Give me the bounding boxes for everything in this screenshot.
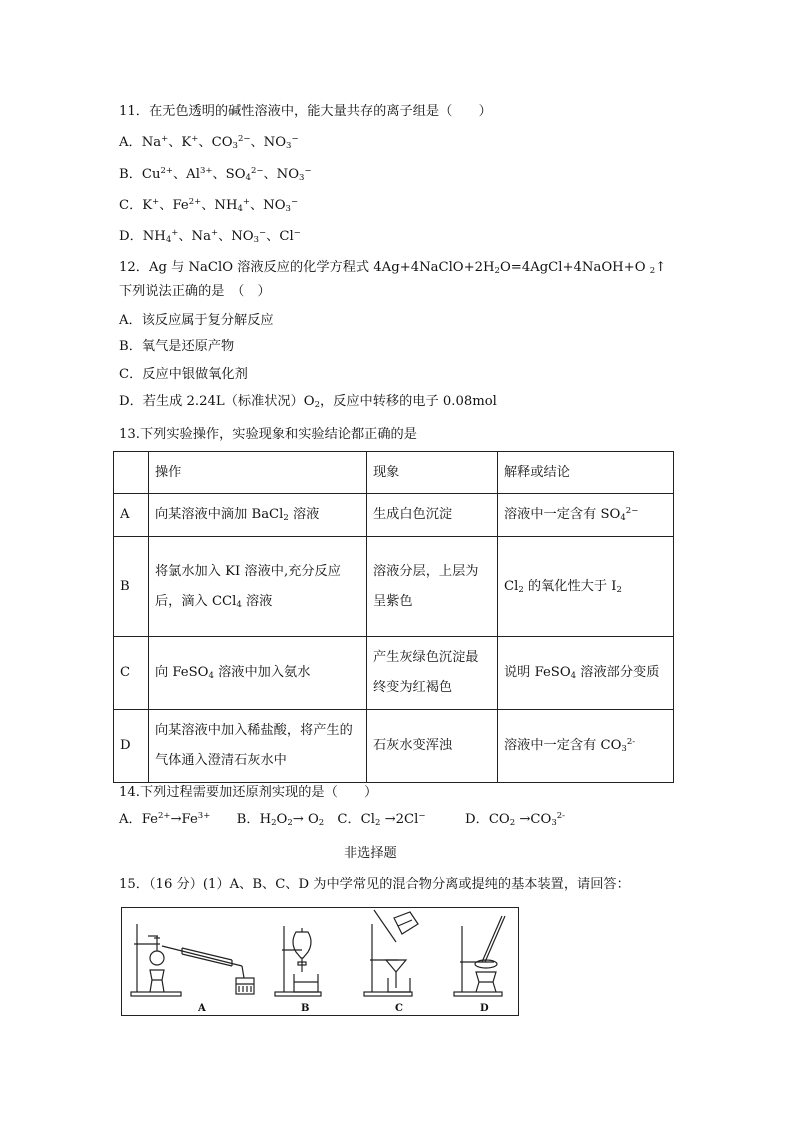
distillation-apparatus: [131, 924, 254, 996]
q11-stem: 11．在无色透明的碱性溶液中，能大量共存的离子组是（ ）: [119, 104, 492, 119]
figure-label-b: B: [301, 1003, 310, 1014]
apparatus-figure: [121, 907, 519, 1016]
figure-label-d: D: [480, 1003, 489, 1014]
q13-stem: 13.下列实验操作，实验现象和实验结论都正确的是: [119, 427, 417, 442]
header-cell-empty: [114, 452, 149, 494]
section-title: 非选择题: [344, 846, 397, 861]
q12-stem-2: 下列说法正确的是 （ ）: [119, 284, 271, 299]
row-phenomenon: 石灰水变浑浊: [367, 710, 498, 783]
row-operation: 将氯水加入 KI 溶液中,充分反应后，滴入 CCl$_4$ 溶液: [149, 537, 367, 637]
table-row: [114, 637, 674, 710]
q11-option-c: C．K+、$Fe^{2+}$、$NH_4^+$、$NO_3^-$: [119, 197, 299, 214]
row-operation: 向某溶液中加入稀盐酸，将产生的气体通入澄清石灰水中: [149, 710, 367, 783]
header-cell-conclusion: 解释或结论: [498, 452, 674, 494]
header-cell-operation: 操作: [149, 452, 367, 494]
row-id: B: [114, 537, 149, 637]
figure-label-a: A: [198, 1003, 206, 1014]
q11-option-d: D．$NH_4^+$、Na+、$NO_3^-$、Cl−: [119, 228, 301, 245]
q11-option-b: B．$Cu^{2+}$、$Al^{3+}$、$SO_4^{2-}$、$NO_3^-$: [119, 166, 312, 183]
row-phenomenon: 生成白色沉淀: [367, 494, 498, 537]
q12-option-b: B．氧气是还原产物: [119, 339, 235, 354]
q15-stem: 15．（16 分）(1）A、B、C、D 为中学常见的混合物分离或提纯的基本装置，请回答：: [119, 877, 630, 892]
q12-option-d: D．若生成 2.24L（标准状况）$O_2$，反应中转移的电子 0.08mol: [119, 394, 497, 410]
filtration-apparatus: [364, 910, 418, 996]
row-conclusion: 溶液中一定含有 $SO_4^{2-}$: [498, 494, 674, 537]
row-id: D: [114, 710, 149, 783]
row-operation: 向某溶液中滴加 BaCl$_2$ 溶液: [149, 494, 367, 537]
row-conclusion: 溶液中一定含有 $CO_3^{2-}$: [498, 710, 674, 783]
q14-stem: 14.下列过程需要加还原剂实现的是（ ）: [119, 785, 378, 800]
separatory-funnel-apparatus: [275, 926, 321, 996]
row-phenomenon: 溶液分层，上层为呈紫色: [367, 537, 498, 637]
apparatus-drawing: [122, 908, 518, 1015]
q12-option-a: A．该反应属于复分解反应: [119, 313, 274, 328]
table-row: [114, 537, 674, 637]
figure-label-c: C: [395, 1003, 403, 1014]
evaporation-apparatus: [454, 916, 505, 996]
q14-options: A．$Fe^{2+}\to Fe^{3+}$ B．$H_2O_2\to O_2$ C．$Cl_2 \to 2Cl^-$ D．$CO_2 \to CO_3^{2-}$: [119, 811, 566, 828]
table-row: [114, 710, 674, 783]
row-operation: 向 FeSO$_4$ 溶液中加入氨水: [149, 637, 367, 710]
q13-table: [113, 451, 674, 783]
header-cell-phenomenon: 现象: [367, 452, 498, 494]
table-header-row: [114, 452, 674, 494]
row-conclusion: $Cl_2$ 的氧化性大于 $I_2$: [498, 537, 674, 637]
row-id: A: [114, 494, 149, 537]
q12-stem: 12．Ag 与 NaClO 溶液反应的化学方程式 $4Ag+4NaClO+2H_2O=4AgCl+4NaOH+O$ $_2$↑: [119, 260, 667, 276]
row-conclusion: 说明 FeSO$_4$ 溶液部分变质: [498, 637, 674, 710]
row-phenomenon: 产生灰绿色沉淀最终变为红褐色: [367, 637, 498, 710]
table-row: [114, 494, 674, 537]
q12-option-c: C．反应中银做氧化剂: [119, 367, 248, 382]
q11-option-a: A．Na+、K+、$CO_3^{2-}$、$NO_3^-$: [119, 134, 299, 151]
row-id: C: [114, 637, 149, 710]
